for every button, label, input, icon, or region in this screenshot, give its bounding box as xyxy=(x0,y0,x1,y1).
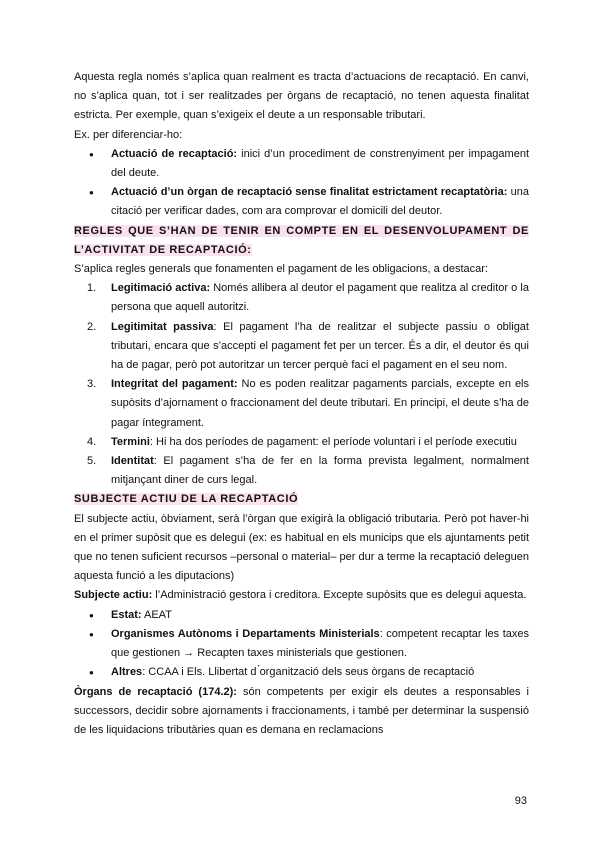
subject-term: Estat: xyxy=(111,608,142,621)
rule-text: : El pagament l’ha de realitzar el subjecte passiu o obligat tributari, encara que s’accepti el pagament fet per un tercer. És a dir, el deutor és qui ha de pagar, però pot autoritzar un tercer perquè faci el pagament en el seu nom. xyxy=(111,320,529,372)
rule-text: No es poden realitzar pagaments parcials, excepte en els supòsits d’ajornament o fraccionament del deute tributari. En principi, el deute s’ha de pagar íntegrament. xyxy=(111,378,529,429)
list-item xyxy=(74,452,529,490)
subject-term: Organismes Autònoms i Departaments Ministerials xyxy=(111,627,380,640)
organs-label: Òrgans de recaptació (174.2): xyxy=(74,685,237,698)
list-item xyxy=(74,318,529,376)
rule-term: Identitat xyxy=(111,455,154,468)
document-page xyxy=(74,68,529,740)
subject-heading-text: SUBJECTE ACTIU DE LA RECAPTACIÓ xyxy=(74,493,299,506)
subject-label: Subjecte actiu: xyxy=(74,589,153,602)
example-term: Actuació de recaptació: xyxy=(111,147,238,160)
page-number: 93 xyxy=(514,795,527,807)
rules-intro: S’aplica regles generals que fonamenten el pagament de les obligacions, a destacar: xyxy=(74,263,488,276)
list-item xyxy=(74,183,529,221)
subject-intro: El subjecte actiu, òbviament, serà l’òrgan que exigirà la obligació tributaria. Però pot haver-hi en el primer supòsit que es delegui (ex: es habitual en els municips que els ajuntaments petit que no tenen suficient recursos –personal o material– per dur a terme la recaptació deleguen aquesta funció a les diputacions) xyxy=(74,512,529,583)
list-item xyxy=(74,625,529,663)
list-item xyxy=(74,663,529,682)
rules-heading xyxy=(74,222,529,260)
example-text: una citació per verificar dades, com ara comprovar el domicili del deutor. xyxy=(111,186,529,218)
rule-text: Només allibera al deutor el pagament que realitza al creditor o la persona que aquell autoritzi. xyxy=(111,282,529,314)
subject-term: Altres xyxy=(111,666,143,679)
subject-text: l’Administració gestora i creditora. Excepte supòsits que es delegui aquesta. xyxy=(152,589,527,602)
rule-number: 1. xyxy=(87,282,97,295)
subject-heading xyxy=(74,490,529,509)
list-item xyxy=(74,145,529,183)
rule-number: 2. xyxy=(87,320,97,333)
rules-list xyxy=(74,279,529,490)
rules-heading-text: REGLES QUE S’HAN DE TENIR EN COMPTE EN EL DESENVOLUPAMENT DE L’ACTIVITAT DE RECAPTACIÓ: xyxy=(74,224,529,256)
rule-term: Integritat del pagament: xyxy=(111,378,238,391)
rule-number: 4. xyxy=(87,435,97,448)
example-label: Ex. per diferenciar-ho: xyxy=(74,128,183,141)
organs-paragraph xyxy=(74,683,529,741)
list-item xyxy=(74,433,529,452)
example-term: Actuació d’un òrgan de recaptació sense finalitat estrictament recaptatòria: xyxy=(111,186,508,199)
rule-term: Legitimitat passiva xyxy=(111,320,214,333)
rule-text: : Hi ha dos períodes de pagament: el període voluntari i el període executiu xyxy=(149,435,517,448)
rule-term: Legitimació activa: xyxy=(111,282,211,295)
rule-number: 3. xyxy=(87,378,97,391)
subject-item-text: AEAT xyxy=(141,608,172,621)
subject-paragraph xyxy=(74,586,529,605)
rule-number: 5. xyxy=(87,455,97,468)
rule-text: : El pagament s’ha de fer en la forma prevista legalment, normalment mitjançant diner de curs legal. xyxy=(111,455,529,487)
rule-term: Termini xyxy=(111,435,150,448)
subject-item-text: : CCAA i Els. Llibertat d ́organització dels seus òrgans de recaptació xyxy=(142,666,475,679)
list-item xyxy=(74,279,529,317)
subjects-list xyxy=(74,606,529,683)
examples-list xyxy=(74,145,529,222)
intro-paragraph: Aquesta regla només s’aplica quan realment es tracta d’actuacions de recaptació. En canvi, no s’aplica quan, tot i ser realitzades per òrgans de recaptació, no tenen aquesta finalitat estricta. Per exemple, quan s’exigeix el deute a un responsable tributari. xyxy=(74,71,529,122)
list-item xyxy=(74,375,529,433)
example-text: inici d’un procediment de constrenyiment per impagament del deute. xyxy=(111,147,529,180)
organs-text: són competents per exigir els deutes a responsables i successors, decidir sobre ajornaments i fraccionaments, i també per determinar la suspensió de les liquidacions tributàries quan es demana en reclamacions xyxy=(74,685,529,736)
list-item xyxy=(74,606,529,625)
subject-item-text: : competent recaptar les taxes que gestionen → Recapten taxes ministerials que gestionen. xyxy=(111,627,529,660)
